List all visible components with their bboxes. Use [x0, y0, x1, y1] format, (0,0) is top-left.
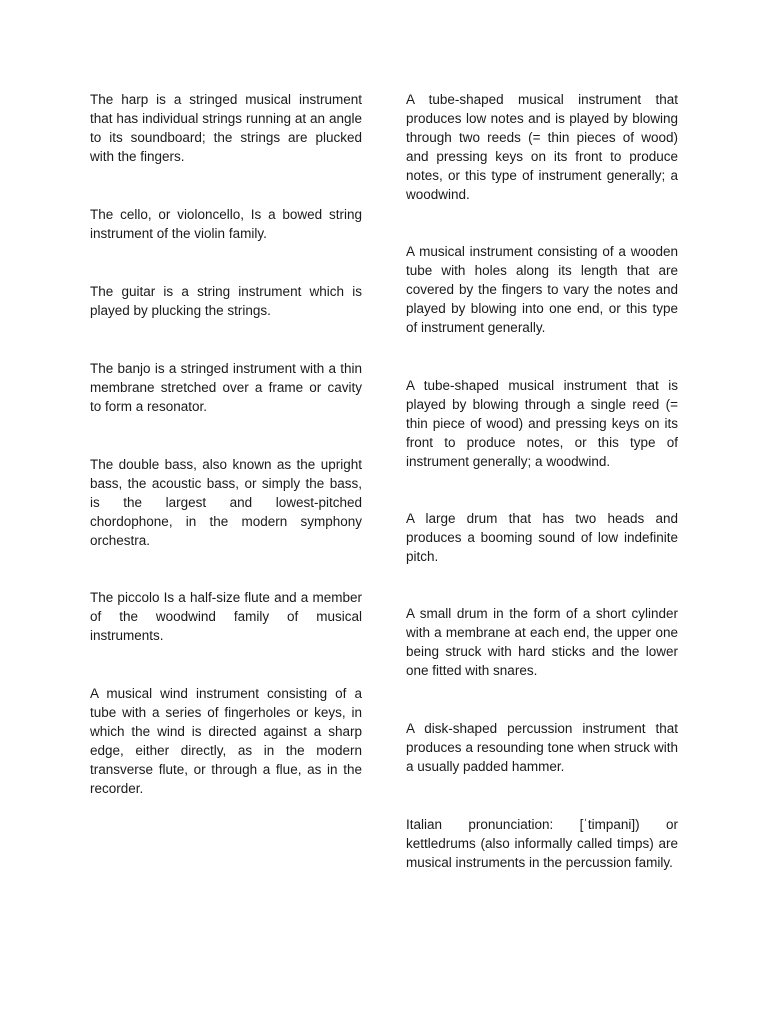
bassoon-description: A tube-shaped musical instrument that produces low notes and is played by blowing through two reeds (= thin pieces of wood) and pressing keys on its front to produce notes, or this type of instrument generally; a woodwind. — [406, 92, 678, 203]
banjo-description: The banjo is a stringed instrument with a thin membrane stretched over a frame or cavity to form a resonator. — [90, 361, 362, 415]
double-bass-description: The double bass, also known as the upright bass, the acoustic bass, or simply the bass, is the largest and lowest-pitched chordophone, in the modern symphony orchestra. — [90, 457, 362, 549]
piccolo-description: The piccolo Is a half-size flute and a member of the woodwind family of musical instruments. — [90, 590, 362, 644]
guitar-description: The guitar is a string instrument which is played by plucking the strings. — [90, 284, 362, 319]
timpani-description: Italian pronunciation: [ˈtimpani]) or kettledrums (also informally called timps) are musical instruments in the percussion family. — [406, 817, 678, 871]
gong-description: A disk-shaped percussion instrument that produces a resounding tone when struck with a usually padded hammer. — [406, 721, 678, 775]
clarinet-description: A tube-shaped musical instrument that is played by blowing through a single reed (= thin piece of wood) and pressing keys on its front to produce notes, or this type of instrument generally; a woodwind. — [406, 378, 678, 470]
cello-description: The cello, or violoncello, Is a bowed string instrument of the violin family. — [90, 207, 362, 242]
harp-description: The harp is a stringed musical instrument that has individual strings running at an angle to its soundboard; the strings are plucked with the fingers. — [90, 92, 362, 165]
snare-drum-description: A small drum in the form of a short cylinder with a membrane at each end, the upper one being struck with hard sticks and the lower one fitted with snares. — [406, 606, 678, 679]
bass-drum-description: A large drum that has two heads and produces a booming sound of low indefinite pitch. — [406, 511, 678, 565]
recorder-description: A musical instrument consisting of a wooden tube with holes along its length that are covered by the fingers to vary the notes and played by blowing into one end, or this type of instrument generally. — [406, 244, 678, 336]
flute-description: A musical wind instrument consisting of a tube with a series of fingerholes or keys, in which the wind is directed against a sharp edge, either directly, as in the modern transverse flute, or through a flue, as in the recorder. — [90, 686, 362, 797]
